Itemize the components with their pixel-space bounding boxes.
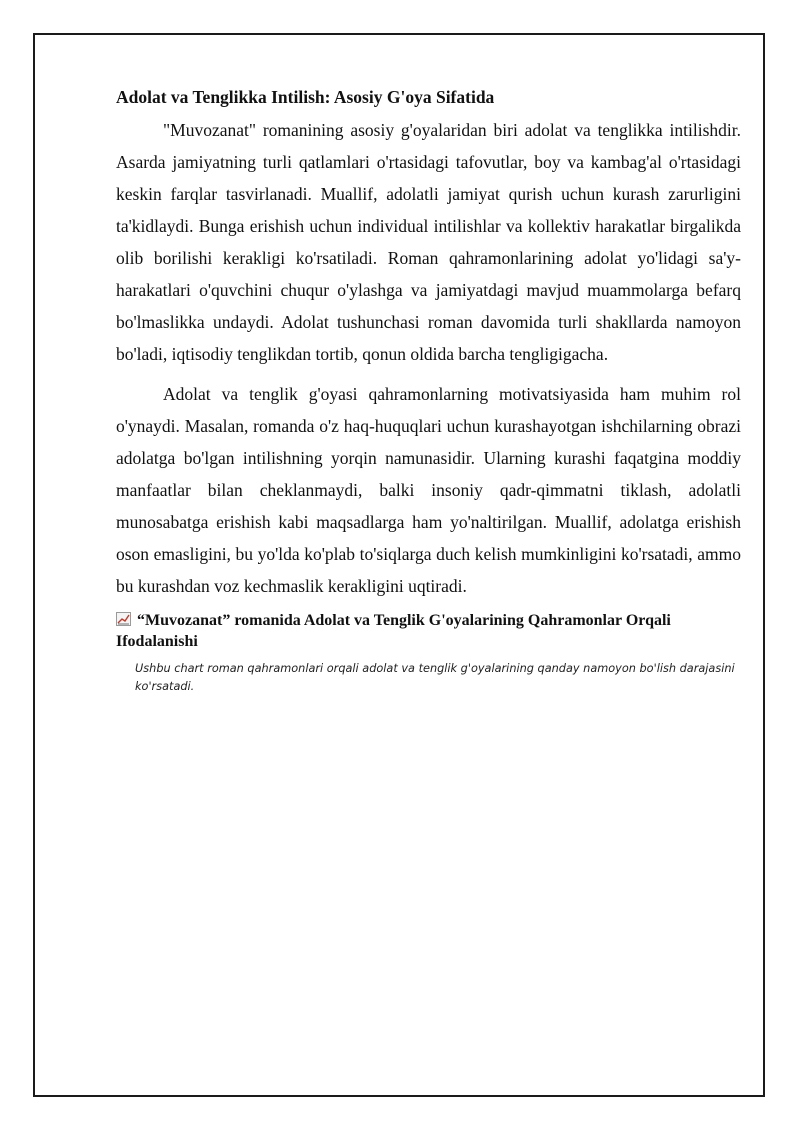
document-body [116, 84, 741, 696]
paragraph-1: "Muvozanat" romanining asosiy g'oyalaridan biri adolat va tenglikka intilishdir. Asarda jamiyatning turli qatlamlari o'rtasidagi tafovutlar, boy va kambag'al o'rtasidagi keskin farqlar tasvirlanadi. Muallif, adolatli jamiyat qurish uchun kurash zarurligini ta'kidlaydi. Bunga erishish uchun individual intilishlar va kollektiv harakatlar birgalikda olib borilishi kerakligi ko'rsatiladi. Roman qahramonlarining adolat yo'lidagi sa'y-harakatlari o'quvchini chuqur o'ylashga va jamiyatdagi mavjud muammolarga befarq bo'lmaslikka undaydi. Adolat tushunchasi roman davomida turli shakllarda namoyon bo'ladi, iqtisodiy tenglikdan tortib, qonun oldida barcha tengligigacha. [116, 120, 741, 364]
chart-caption-block [116, 610, 741, 696]
chart-description: Ushbu chart roman qahramonlari orqali adolat va tenglik g'oyalarining qanday namoyon bo'lish darajasini ko'rsatadi. [135, 662, 735, 693]
section-heading: Adolat va Tenglikka Intilish: Asosiy G'oya Sifatida [116, 87, 495, 107]
chart-icon [116, 611, 131, 625]
chart-title: “Muvozanat” romanida Adolat va Tenglik G'oyalarining Qahramonlar Orqali Ifodalanishi [116, 612, 671, 650]
paragraph-2: Adolat va tenglik g'oyasi qahramonlarning motivatsiyasida ham muhim rol o'ynaydi. Masalan, romanda o'z haq-huquqlari uchun kurashayotgan ishchilarning obrazi adolatga bo'lgan intilishning yorqin namunasidir. Ularning kurashi faqatgina moddiy manfaatlar bilan cheklanmaydi, balki insoniy qadr-qimmatni tiklash, adolatli munosabatga erishish kabi maqsadlarga ham yo'naltirilgan. Muallif, adolatga erishish oson emasligini, bu yo'lda ko'plab to'siqlarga duch kelish mumkinligini ko'rsatadi, ammo bu kurashdan voz kechmaslik kerakligini uqtiradi. [116, 384, 741, 596]
chart-title-row [116, 610, 741, 652]
